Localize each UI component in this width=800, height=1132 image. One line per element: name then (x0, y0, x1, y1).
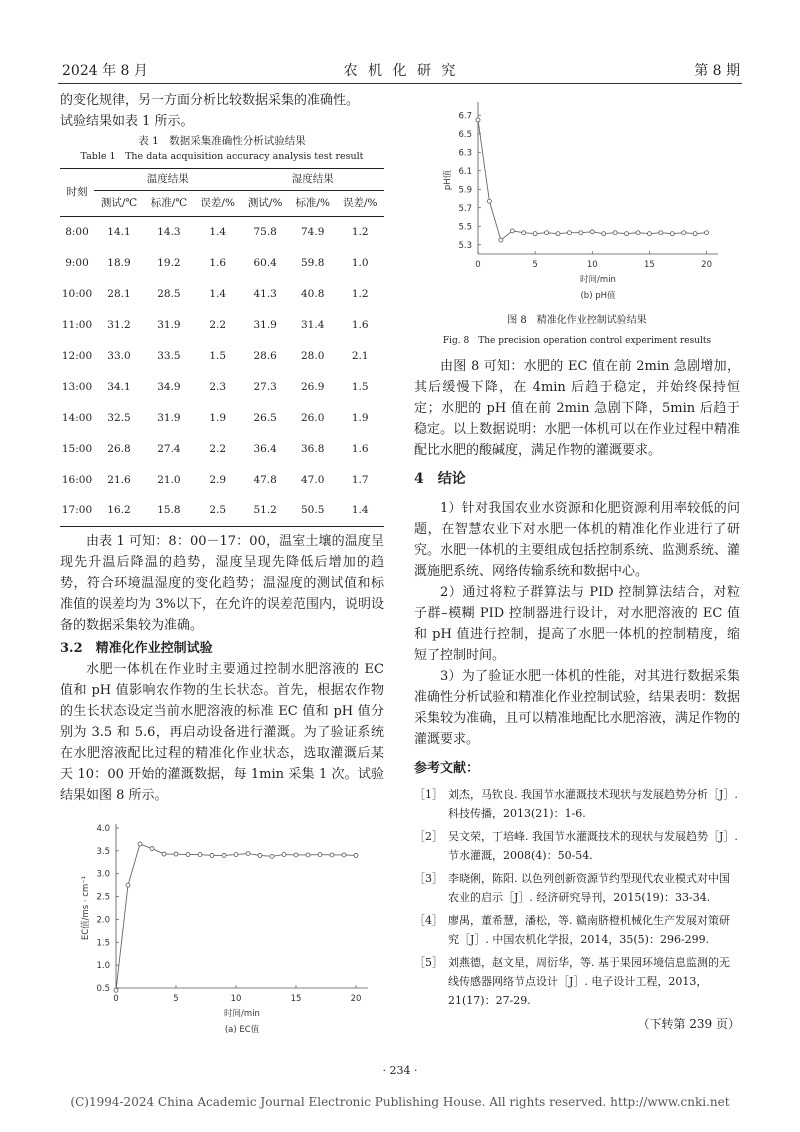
reference-number: ［2］ (414, 830, 443, 843)
table-cell-time: 8:00 (65, 225, 89, 238)
y-tick-label: 5.3 (458, 240, 472, 251)
data-point (318, 853, 322, 857)
table-cell: 31.2 (107, 318, 131, 331)
table-cell: 34.9 (157, 380, 181, 393)
reference-number: ［4］ (414, 914, 443, 927)
table-cell: 1.5 (351, 380, 369, 393)
data-point (114, 988, 118, 992)
reference-text: 吴文荣，丁培峰. 我国节水灌溉技术的现状与发展趋势［J］. 节水灌溉，2008(4)：50-54. (448, 830, 738, 862)
table-cell-time: 17:00 (61, 504, 93, 517)
y-axis-label: pH值 (443, 169, 453, 191)
data-point (126, 883, 130, 887)
data-point (545, 231, 549, 235)
table-cell: 32.5 (107, 411, 131, 424)
x-axis-label: 时间/min (580, 275, 616, 285)
accuracy-table (60, 168, 384, 527)
table-cell: 26.0 (301, 411, 325, 424)
conclusion-3: 3）为了验证水肥一体机的性能，对其进行数据采集准确性分析试验和精准化作业控制试验，结果表明：数据采集较为准确，且可以精准地配比水肥溶液，满足作物的灌溉要求。 (414, 669, 740, 747)
data-point (210, 853, 214, 857)
group-temp-header: 温度结果 (94, 169, 241, 191)
table-cell-time: 12:00 (61, 349, 93, 362)
intro-line-1: 的变化规律，另一方面分析比较数据采集的准确性。 (60, 93, 360, 108)
x-tick-label: 0 (475, 260, 481, 270)
x-tick-label: 5 (173, 994, 179, 1004)
data-point (533, 232, 537, 236)
page-header (62, 60, 740, 84)
table-row (60, 248, 384, 279)
table-cell: 31.9 (157, 411, 181, 424)
data-point (613, 231, 617, 235)
reference-text: 刘杰，马钦良. 我国节水灌溉技术现状与发展趋势分析［J］. 科技传播，2013(21)：1-6. (448, 788, 738, 820)
continued-note: （下转第 239 页） (637, 1017, 740, 1031)
table-cell: 1.6 (351, 318, 369, 331)
x-tick-label: 15 (644, 260, 655, 270)
table-cell-time: 14:00 (61, 411, 93, 424)
data-point (510, 229, 514, 233)
table-row (60, 372, 384, 403)
data-point (590, 230, 594, 234)
data-point (162, 852, 166, 856)
y-tick-label: 4.0 (96, 824, 110, 834)
header-journal: 农 机 化 研 究 (343, 63, 459, 79)
table-cell: 1.6 (209, 256, 227, 269)
table-cell-time: 16:00 (61, 473, 93, 486)
series-line (478, 120, 707, 240)
col-subheader: 标准/% (295, 197, 330, 209)
ec-chart (60, 818, 384, 1046)
conclusion-2: 2）通过将粒子群算法与 PID 控制算法结合，对粒子群–模糊 PID 控制器进行设计，对水肥溶液的 EC 值和 pH 值进行控制，提高了水肥一体机的控制精度，缩短了控制时间。 (414, 585, 740, 663)
table-cell: 33.5 (157, 349, 181, 362)
table-cell: 19.2 (157, 256, 181, 269)
y-tick-label: 2.0 (96, 915, 110, 926)
table-cell: 36.8 (301, 442, 325, 455)
y-tick-label: 6.7 (458, 111, 472, 122)
col-subheader: 误差/% (200, 197, 235, 209)
table-cell-time: 11:00 (61, 318, 93, 331)
table-cell: 14.3 (157, 225, 181, 238)
reference-number: ［3］ (414, 872, 443, 885)
table-cell: 21.0 (157, 473, 181, 486)
data-point (567, 231, 571, 235)
data-point (579, 231, 583, 235)
data-point (682, 231, 686, 235)
data-point (693, 232, 697, 236)
data-point (150, 847, 154, 851)
data-point (282, 853, 286, 857)
para-table-analysis: 由表 1 可知：8：00－17：00，温室土壤的温度呈现先升温后降温的趋势，湿度呈现先降低后增加的趋势，符合环境温湿度的变化趋势；温湿度的测试值和标准值的误差均为 3%以下，在允许的误差范围内，说明设备的数据采集较为准确。 (60, 534, 384, 633)
data-point (705, 231, 709, 235)
x-tick-label: 5 (532, 260, 538, 270)
y-axis-label: EC值/ms · cm⁻¹ (81, 875, 91, 941)
table-row (60, 217, 384, 248)
reference-item (414, 785, 740, 823)
table-cell: 2.2 (209, 318, 227, 331)
copyright-footer: (C)1994-2024 China Academic Journal Electronic Publishing House. All rights reserved. http://www.cnki.net (70, 1095, 730, 1109)
table-cell: 1.6 (351, 442, 369, 455)
table-cell: 27.3 (253, 380, 277, 393)
table-cell: 28.1 (107, 287, 131, 300)
references-heading: 参考文献： (414, 761, 480, 776)
data-point (174, 852, 178, 856)
data-point (270, 854, 274, 858)
reference-item (414, 869, 740, 907)
table-cell: 1.5 (209, 349, 227, 362)
para-3-2: 水肥一体机在作业时主要通过控制水肥溶液的 EC 值和 pH 值影响农作物的生长状态。首先，根据农作物的生长状态设定当前水肥溶液的标准 EC 值和 pH 值分别为 3.5 和 5.6，再启动设备进行灌溉。为了验证系统在水肥溶液配比过程的精准化作业状态，选取灌溉后某天 10：00 开始的灌溉数据，每 1min 采集 1 次。试验结果如图 8 所示。 (60, 662, 384, 803)
table-cell: 47.0 (301, 473, 325, 486)
right-column (414, 96, 740, 1035)
data-point (138, 842, 142, 846)
x-tick-label: 10 (586, 260, 598, 270)
y-tick-label: 3.0 (96, 869, 110, 880)
table-cell: 1.7 (351, 473, 369, 486)
table-cell-time: 15:00 (61, 442, 93, 455)
table-cell: 60.4 (253, 256, 277, 269)
x-tick-label: 0 (113, 994, 119, 1004)
y-tick-label: 5.7 (458, 203, 472, 214)
table-caption-en: Table 1 The data acquisition accuracy analysis test result (80, 151, 364, 162)
x-tick-label: 15 (290, 994, 302, 1004)
y-tick-label: 5.5 (458, 222, 472, 233)
data-point (186, 853, 190, 857)
data-point (487, 199, 491, 203)
table-cell: 1.9 (209, 411, 227, 424)
table-cell: 41.3 (253, 287, 277, 300)
table-cell-time: 9:00 (65, 256, 89, 269)
x-tick-label: 10 (230, 994, 242, 1004)
table-row (60, 341, 384, 372)
data-point (602, 232, 606, 236)
table-cell: 40.8 (301, 287, 325, 300)
table-cell: 1.4 (209, 287, 227, 300)
ph-chart (414, 96, 740, 308)
data-point (246, 852, 250, 856)
reference-item (414, 953, 740, 1010)
header-rule (58, 83, 742, 84)
intro-line-2: 试验结果如表 1 所示。 (60, 114, 194, 129)
data-point (306, 853, 310, 857)
group-hum-header: 湿度结果 (241, 169, 384, 191)
table-row (60, 279, 384, 310)
data-point (556, 232, 560, 236)
data-point (258, 853, 262, 857)
page-number: · 234 · (382, 1064, 418, 1077)
table-cell: 34.1 (107, 380, 131, 393)
table-cell: 26.9 (301, 380, 325, 393)
x-tick-label: 20 (350, 994, 362, 1004)
para-fig8: 由图 8 可知：水肥的 EC 值在前 2min 急剧增加，其后缓慢下降，在 4min 后趋于稳定，并始终保持恒定；水肥的 pH 值在前 2min 急剧下降，5min 后趋于稳定。以上数据说明：水肥一体机可以在作业过程中精准配比水肥的酸碱度，满足作物的灌溉要求。 (414, 359, 740, 458)
table-cell: 2.5 (209, 504, 227, 517)
table-cell: 2.2 (209, 442, 227, 455)
chart-subcaption: (a) EC值 (224, 1025, 260, 1035)
data-point (636, 231, 640, 235)
section-4-heading: 4 结论 (414, 471, 466, 487)
table-cell: 2.3 (209, 380, 227, 393)
table-caption-cn: 表 1 数据采集准确性分析试验结果 (138, 135, 306, 147)
y-tick-label: 3.5 (96, 846, 110, 857)
x-axis-label: 时间/min (224, 1009, 260, 1019)
y-tick-label: 6.5 (458, 129, 472, 140)
table-cell: 74.9 (301, 225, 325, 238)
fig8-caption-en: Fig. 8 The precision operation control experiment results (442, 336, 712, 346)
data-point (476, 118, 480, 122)
data-point (625, 232, 629, 236)
col-subheader: 测试/% (247, 197, 283, 209)
reference-number: ［1］ (414, 788, 443, 801)
series-line (116, 844, 356, 990)
section-3-2-heading: 3.2 精准化作业控制试验 (60, 641, 213, 656)
y-tick-label: 2.5 (96, 892, 110, 903)
table-cell: 75.8 (253, 225, 277, 238)
table-cell: 36.4 (253, 442, 277, 455)
left-column (60, 90, 384, 1046)
table-cell: 14.1 (107, 225, 131, 238)
table-cell: 16.2 (107, 504, 131, 517)
reference-text: 李晓俐，陈阳. 以色列创新资源节约型现代农业模式对中国农业的启示［J］. 经济研究导刊，2015(19)：33-34. (448, 872, 730, 904)
table-cell: 18.9 (107, 256, 131, 269)
data-point (222, 853, 226, 857)
y-tick-label: 5.9 (458, 185, 472, 196)
y-tick-label: 1.0 (96, 961, 110, 972)
col-subheader: 测试/℃ (100, 197, 138, 209)
table-cell: 28.5 (157, 287, 181, 300)
table-cell: 1.2 (351, 287, 369, 300)
table-cell: 15.8 (157, 504, 181, 517)
data-point (198, 853, 202, 857)
table-cell: 51.2 (253, 504, 277, 517)
table-cell: 33.0 (107, 349, 131, 362)
table-cell: 26.5 (253, 411, 277, 424)
table-cell: 21.6 (107, 473, 131, 486)
table-cell: 1.4 (209, 225, 227, 238)
table-row (60, 403, 384, 434)
table-cell: 1.4 (351, 504, 369, 517)
data-point (670, 232, 674, 236)
col-subheader: 误差/% (342, 197, 378, 209)
table-row (60, 310, 384, 341)
data-point (234, 853, 238, 857)
table-cell: 1.0 (351, 256, 369, 269)
x-tick-label: 20 (701, 260, 712, 270)
table-cell: 1.2 (351, 225, 369, 238)
table-cell: 26.8 (107, 442, 131, 455)
reference-list (414, 785, 740, 1010)
table-cell: 2.9 (209, 473, 227, 486)
data-point (659, 231, 663, 235)
col-subheader: 标准/℃ (150, 197, 188, 209)
data-point (330, 853, 334, 857)
reference-item (414, 827, 740, 865)
table-cell: 50.5 (301, 504, 325, 517)
reference-text: 廖禺，董希慧，潘松，等. 赣南脐橙机械化生产发展对策研究［J］. 中国农机化学报，2014，35(5)：296-299. (448, 914, 730, 946)
table-row (60, 496, 384, 527)
table-cell: 28.6 (253, 349, 277, 362)
data-point (354, 853, 358, 857)
conclusion-1: 1）针对我国农业水资源和化肥资源利用率较低的问题，在智慧农业下对水肥一体机的精准化作业进行了研究。水肥一体机的主要组成包括控制系统、监测系统、灌溉施肥系统、网络传输系统和数据中心。 (414, 501, 740, 579)
reference-text: 刘燕德，赵文星，周衍华，等. 基于果园环境信息监测的无线传感器网络节点设计［J］. 电子设计工程，2013，21(17)：27-29. (448, 956, 730, 1007)
y-tick-label: 1.5 (96, 938, 110, 949)
fig8-caption-cn: 图 8 精准化作业控制试验结果 (507, 315, 647, 326)
data-point (522, 231, 526, 235)
col-time-header: 时刻 (66, 186, 88, 198)
reference-item (414, 911, 740, 949)
table-cell: 28.0 (301, 349, 325, 362)
table-cell-time: 10:00 (61, 287, 93, 300)
y-tick-label: 6.3 (458, 148, 472, 159)
y-tick-label: 6.1 (458, 166, 472, 177)
chart-subcaption: (b) pH值 (580, 291, 616, 301)
header-issue: 第 8 期 (694, 63, 740, 79)
table-cell: 31.9 (253, 318, 277, 331)
table-row (60, 465, 384, 496)
table-cell: 1.9 (351, 411, 369, 424)
table-cell: 2.1 (351, 349, 369, 362)
data-point (342, 853, 346, 857)
table-row (60, 434, 384, 465)
table-cell: 31.9 (157, 318, 181, 331)
table-cell: 47.8 (253, 473, 277, 486)
y-tick-label: 0.5 (96, 984, 110, 994)
table-cell-time: 13:00 (61, 380, 93, 393)
reference-number: ［5］ (414, 956, 443, 969)
table-cell: 59.8 (301, 256, 325, 269)
table-cell: 31.4 (301, 318, 325, 331)
data-point (499, 238, 503, 242)
table-cell: 27.4 (157, 442, 181, 455)
data-point (294, 853, 298, 857)
data-point (647, 232, 651, 236)
header-date: 2024 年 8 月 (62, 63, 148, 79)
